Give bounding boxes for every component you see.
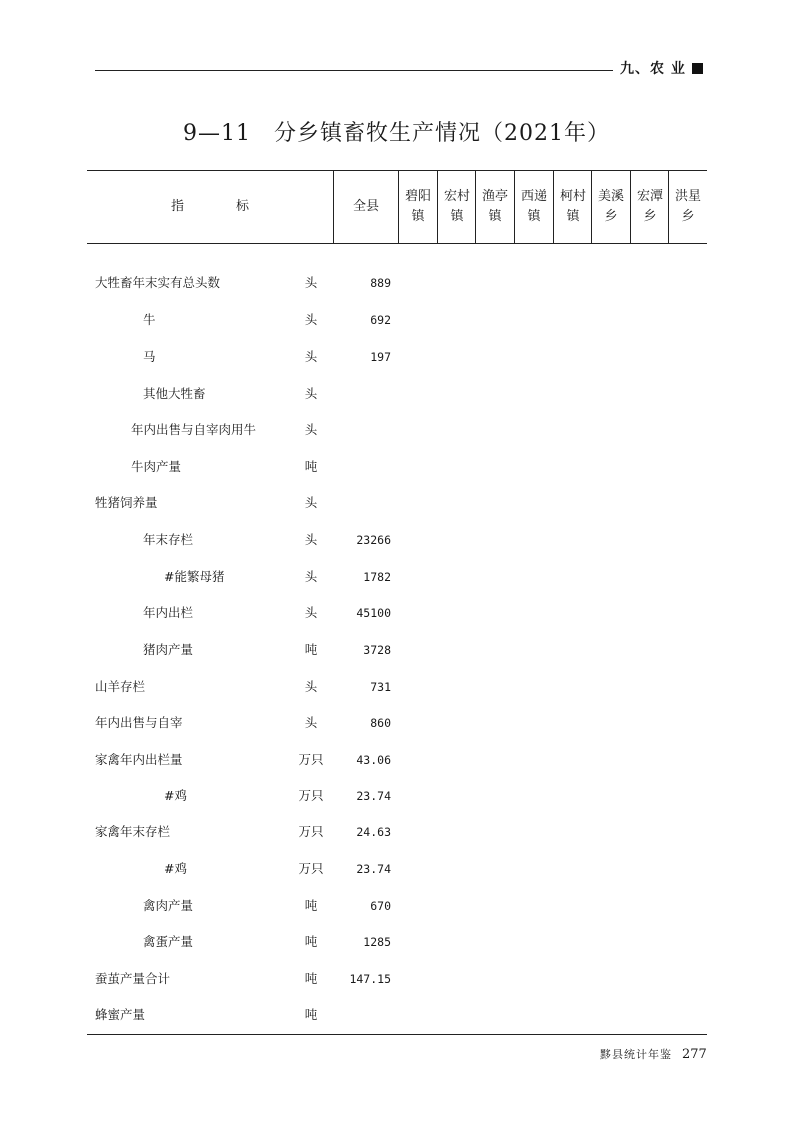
table-row xyxy=(0,822,793,842)
column-header-town: 宏潭乡 xyxy=(636,188,663,224)
row-label: 马 xyxy=(143,349,156,364)
row-label: 家禽年内出栏量 xyxy=(95,752,183,767)
row-unit: 头 xyxy=(304,532,318,547)
row-value-county: 1782 xyxy=(363,570,391,584)
row-label: 牛肉产量 xyxy=(131,459,182,474)
table-row xyxy=(0,640,793,660)
table-row xyxy=(0,310,793,330)
square-icon xyxy=(692,63,703,74)
row-unit: 头 xyxy=(304,495,318,510)
table-row xyxy=(0,1005,793,1025)
table-row xyxy=(0,420,793,440)
row-value-county: 692 xyxy=(370,313,391,327)
column-divider xyxy=(514,170,515,243)
row-unit: 头 xyxy=(304,679,318,694)
page-number: 277 xyxy=(682,1047,707,1062)
row-value-county: 3728 xyxy=(363,643,391,657)
page-footer xyxy=(600,1046,707,1062)
column-divider xyxy=(437,170,438,243)
row-unit: 头 xyxy=(304,275,318,290)
row-label: 其他大牲畜 xyxy=(143,386,206,401)
row-label: #能繁母猪 xyxy=(164,569,225,584)
column-header-indicator: 指 标 xyxy=(170,198,249,214)
row-unit: 吨 xyxy=(304,971,318,986)
table-row xyxy=(0,457,793,477)
row-unit: 万只 xyxy=(298,788,324,803)
column-divider xyxy=(668,170,669,243)
table-row xyxy=(0,932,793,952)
row-unit: 万只 xyxy=(298,861,324,876)
table-row xyxy=(0,493,793,513)
row-label: 蜂蜜产量 xyxy=(95,1007,146,1022)
row-label: 年内出售与自宰肉用牛 xyxy=(131,422,257,437)
row-value-county: 889 xyxy=(370,276,391,290)
row-unit: 吨 xyxy=(304,459,318,474)
row-label: #鸡 xyxy=(164,861,187,876)
column-divider xyxy=(630,170,631,243)
row-unit: 吨 xyxy=(304,898,318,913)
row-label: 牛 xyxy=(143,312,156,327)
column-header-town: 宏村镇 xyxy=(443,188,470,224)
page-title: 9—11 分乡镇畜牧生产情况（2021年） xyxy=(183,121,610,146)
column-divider xyxy=(475,170,476,243)
table-row xyxy=(0,567,793,587)
row-label: 大牲畜年末实有总头数 xyxy=(95,275,221,290)
row-label: 山羊存栏 xyxy=(95,679,146,694)
column-header-town: 渔亭镇 xyxy=(481,188,508,224)
row-label: 牲猪饲养量 xyxy=(95,495,158,510)
table-row xyxy=(0,859,793,879)
row-label: 年内出栏 xyxy=(143,605,194,620)
row-unit: 吨 xyxy=(304,934,318,949)
row-label: 年末存栏 xyxy=(143,532,194,547)
row-label: 禽蛋产量 xyxy=(143,934,194,949)
row-unit: 头 xyxy=(304,312,318,327)
footer-book-title: 黟县统计年鉴 xyxy=(600,1048,672,1061)
row-unit: 头 xyxy=(304,715,318,730)
row-label: 蚕茧产量合计 xyxy=(95,971,171,986)
header-rule xyxy=(95,70,613,71)
row-label: #鸡 xyxy=(164,788,187,803)
table-row xyxy=(0,677,793,697)
table-row xyxy=(0,896,793,916)
row-label: 家禽年末存栏 xyxy=(95,824,171,839)
table-row xyxy=(0,530,793,550)
row-label: 年内出售与自宰 xyxy=(95,715,183,730)
row-unit: 吨 xyxy=(304,1007,318,1022)
table-row xyxy=(0,969,793,989)
column-divider xyxy=(398,170,399,243)
row-unit: 头 xyxy=(304,422,318,437)
column-header-town: 碧阳镇 xyxy=(404,188,431,224)
column-header-county: 全县 xyxy=(352,198,379,214)
section-title: 九、农 业 xyxy=(620,61,686,77)
table-row xyxy=(0,273,793,293)
column-header-town: 洪星乡 xyxy=(674,188,701,224)
row-unit: 头 xyxy=(304,605,318,620)
column-divider xyxy=(553,170,554,243)
table-row xyxy=(0,384,793,404)
table-row xyxy=(0,713,793,733)
row-value-county: 670 xyxy=(370,899,391,913)
row-value-county: 197 xyxy=(370,350,391,364)
column-header-town: 西递镇 xyxy=(520,188,547,224)
row-value-county: 860 xyxy=(370,716,391,730)
table-row xyxy=(0,750,793,770)
table-row xyxy=(0,786,793,806)
row-label: 禽肉产量 xyxy=(143,898,194,913)
row-value-county: 24.63 xyxy=(356,825,391,839)
row-unit: 头 xyxy=(304,349,318,364)
table-bottom-rule xyxy=(87,1034,707,1035)
row-value-county: 731 xyxy=(370,680,391,694)
column-header-town: 柯村镇 xyxy=(559,188,586,224)
row-value-county: 23266 xyxy=(356,533,391,547)
row-label: 猪肉产量 xyxy=(143,642,194,657)
section-header xyxy=(620,58,703,78)
row-value-county: 23.74 xyxy=(356,789,391,803)
row-value-county: 23.74 xyxy=(356,862,391,876)
row-unit: 万只 xyxy=(298,824,324,839)
row-value-county: 45100 xyxy=(356,606,391,620)
row-unit: 头 xyxy=(304,569,318,584)
row-unit: 头 xyxy=(304,386,318,401)
column-divider xyxy=(591,170,592,243)
table-header-rule xyxy=(87,243,707,244)
row-value-county: 1285 xyxy=(363,935,391,949)
column-header-town: 美溪乡 xyxy=(597,188,624,224)
table-row xyxy=(0,603,793,623)
table-row xyxy=(0,347,793,367)
row-value-county: 147.15 xyxy=(349,972,391,986)
row-unit: 万只 xyxy=(298,752,324,767)
row-unit: 吨 xyxy=(304,642,318,657)
row-value-county: 43.06 xyxy=(356,753,391,767)
